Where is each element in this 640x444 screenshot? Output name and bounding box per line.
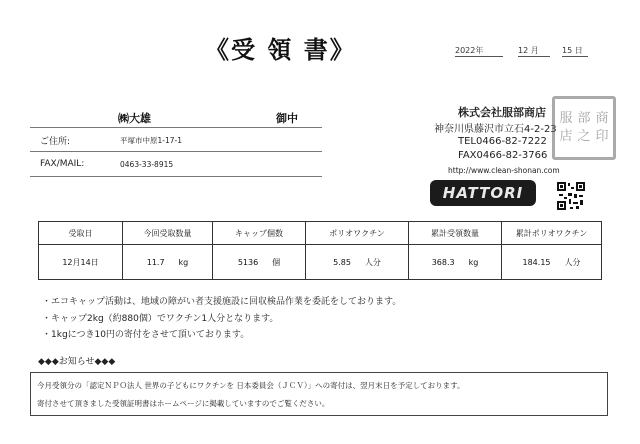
fax-mail-divider	[30, 176, 322, 177]
recipient-name: ㈱大雄	[118, 112, 151, 125]
header-cap-count: キャップ個数	[213, 222, 306, 245]
header-total-quantity: 累計受領数量	[409, 222, 502, 245]
address-value: 平塚市中原1-17-1	[120, 136, 182, 145]
company-fax: FAX0466-82-3766	[458, 150, 548, 161]
company-name: 株式会社服部商店	[458, 106, 546, 119]
cell-cap-count: 5136 個	[213, 245, 306, 280]
company-tel: TEL0466-82-7222	[458, 136, 547, 147]
cell-polio-vaccine: 5.85 人分	[306, 245, 409, 280]
news-line: 今月受領分の「認定ＮＰＯ法人 世界の子どもにワクチンを 日本委員会（ＪＣＶ）」への寄付は、翌月末日を予定しております。	[37, 381, 465, 390]
note-vaccine-ratio: ・キャップ2kg（約880個）でワクチン1人分となります。	[42, 314, 279, 324]
note-donation: ・1kgにつき10円の寄付をさせて頂いております。	[42, 330, 250, 340]
address-divider	[30, 151, 322, 152]
header-receive-date: 受取日	[39, 222, 123, 245]
fax-mail-label: FAX/MAIL:	[40, 159, 85, 169]
news-box	[30, 372, 608, 416]
date-day: 15 日	[562, 45, 588, 57]
header-total-polio-vaccine: 累計ポリオワクチン	[502, 222, 602, 245]
hattori-logo: HATTORI	[430, 180, 536, 206]
header-current-quantity: 今回受取数量	[123, 222, 213, 245]
company-address: 神奈川県藤沢市立石4-2-23	[434, 124, 557, 135]
cell-total-quantity: 368.3 kg	[409, 245, 502, 280]
recipient-divider	[30, 127, 322, 128]
qr-code-icon	[556, 181, 586, 211]
table-row	[39, 245, 602, 280]
receipt-table	[38, 221, 602, 280]
date-year: 2022年	[455, 45, 503, 57]
company-seal: 服 部 商 店 之 印	[552, 96, 616, 160]
recipient-honorific: 御中	[276, 112, 298, 125]
note-eco-cap: ・エコキャップ活動は、地域の障がい者支援施設に回収検品作業を委託をしております。	[42, 297, 402, 307]
company-url: http://www.clean-shonan.com	[448, 166, 560, 175]
address-label: ご住所:	[40, 137, 71, 147]
table-header-row	[39, 222, 602, 245]
news-heading: ◆◆◆お知らせ◆◆◆	[38, 357, 116, 367]
fax-mail-value: 0463-33-8915	[120, 160, 174, 169]
cell-receive-date: 12月14日	[39, 245, 123, 280]
date-month: 12 月	[518, 45, 550, 57]
document-title: 《受 領 書》	[205, 36, 356, 64]
cell-current-quantity: 11.7 kg	[123, 245, 213, 280]
header-polio-vaccine: ポリオワクチン	[306, 222, 409, 245]
news-line: 寄付させて頂きました受領証明書はホームページに掲載していますのでご覧ください。	[37, 399, 330, 408]
cell-total-polio-vaccine: 184.15 人分	[502, 245, 602, 280]
